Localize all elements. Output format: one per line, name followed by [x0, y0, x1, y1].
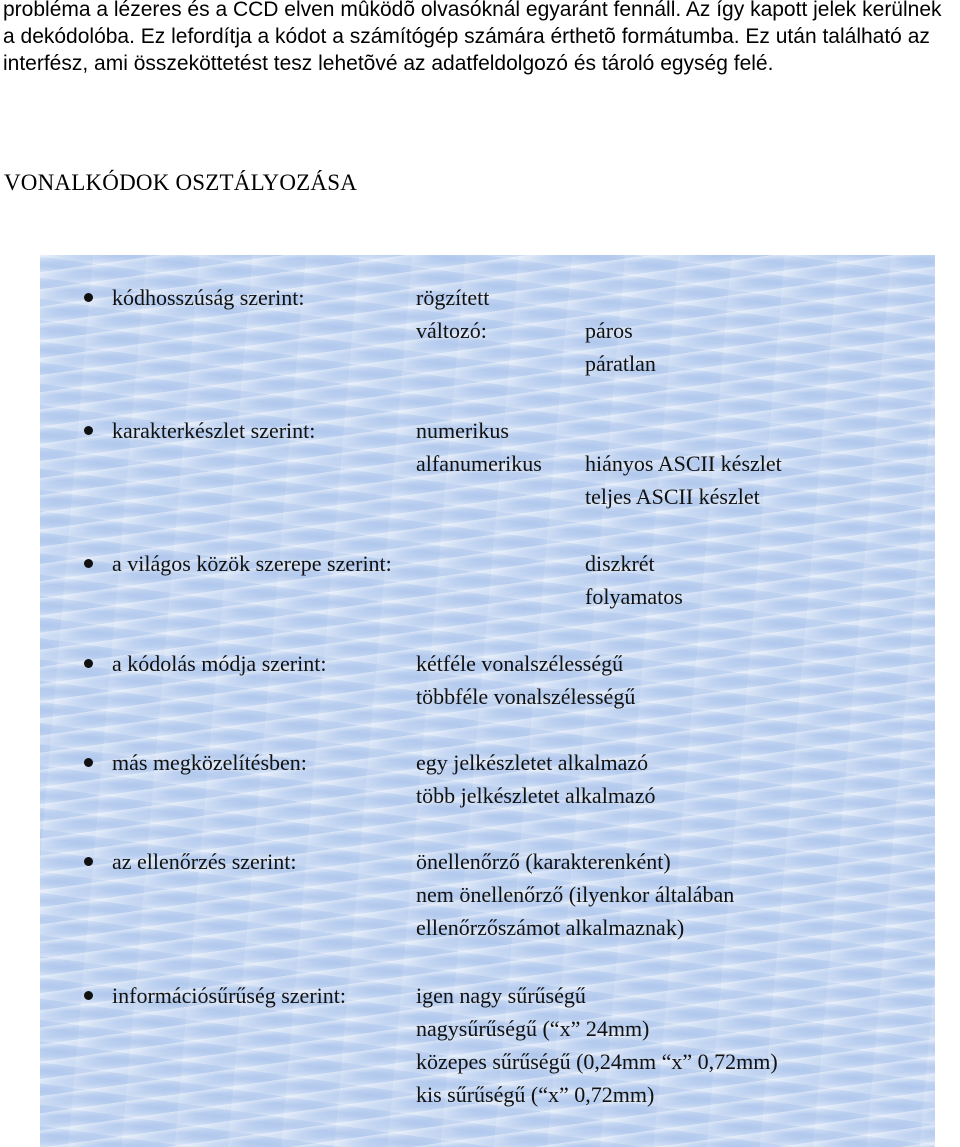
category-value: nagysűrűségű (“x” 24mm) — [416, 1016, 650, 1041]
category-value: többféle vonalszélességű — [416, 684, 636, 709]
category-value: kétféle vonalszélességű — [416, 651, 624, 676]
category-value: nem önellenőrző (ilyenkor általában — [416, 882, 735, 907]
category-label: karakterkészlet szerint: — [112, 418, 316, 443]
bullet-icon — [84, 991, 93, 1000]
bullet-icon — [84, 857, 93, 866]
category-value: egy jelkészletet alkalmazó — [416, 750, 649, 775]
category-value: több jelkészletet alkalmazó — [416, 783, 656, 808]
category-value: önellenőrző (karakterenként) — [416, 849, 671, 874]
category-value: numerikus — [416, 418, 509, 443]
bullet-icon — [84, 293, 93, 302]
bullet-icon — [84, 758, 93, 767]
category-subvalue: páratlan — [585, 351, 656, 376]
category-value: változó: — [416, 318, 487, 343]
bullet-icon — [84, 659, 93, 668]
category-subvalue: diszkrét — [585, 551, 655, 576]
category-subvalue: hiányos ASCII készlet — [585, 451, 782, 476]
bullet-icon — [84, 426, 93, 435]
category-label: a kódolás módja szerint: — [112, 651, 327, 676]
category-label: a világos közök szerepe szerint: — [112, 551, 392, 576]
category-label: az ellenőrzés szerint: — [112, 849, 297, 874]
category-label: más megközelítésben: — [112, 750, 307, 775]
classification-panel — [40, 255, 935, 1147]
category-subvalue: teljes ASCII készlet — [585, 484, 760, 509]
intro-paragraph: probléma a lézeres és a CCD elven mûködõ olvasóknál egyaránt fennáll. Az így kapott jelek kerülnek a dekódolóba. Ez lefordítja a kódot a számítógép számára érthetõ formátumba. Ez után található az interfész, ami összeköttetést tesz lehetõvé az adatfeldolgozó és tároló egység felé. — [3, 0, 942, 75]
category-value: kis sűrűségű (“x” 0,72mm) — [416, 1082, 655, 1107]
category-value: rögzített — [416, 285, 490, 310]
category-subvalue: páros — [585, 318, 633, 343]
category-value: ellenőrzőszámot alkalmaznak) — [416, 915, 685, 940]
category-label: információsűrűség szerint: — [112, 983, 346, 1008]
category-subvalue: folyamatos — [585, 584, 683, 609]
category-label: kódhosszúság szerint: — [112, 285, 305, 310]
section-title: VONALKÓDOK OSZTÁLYOZÁSA — [4, 170, 358, 195]
bullet-icon — [84, 559, 93, 568]
category-value: alfanumerikus — [416, 451, 542, 476]
category-value: igen nagy sűrűségű — [416, 983, 586, 1008]
category-value: közepes sűrűségű (0,24mm “x” 0,72mm) — [416, 1049, 778, 1074]
